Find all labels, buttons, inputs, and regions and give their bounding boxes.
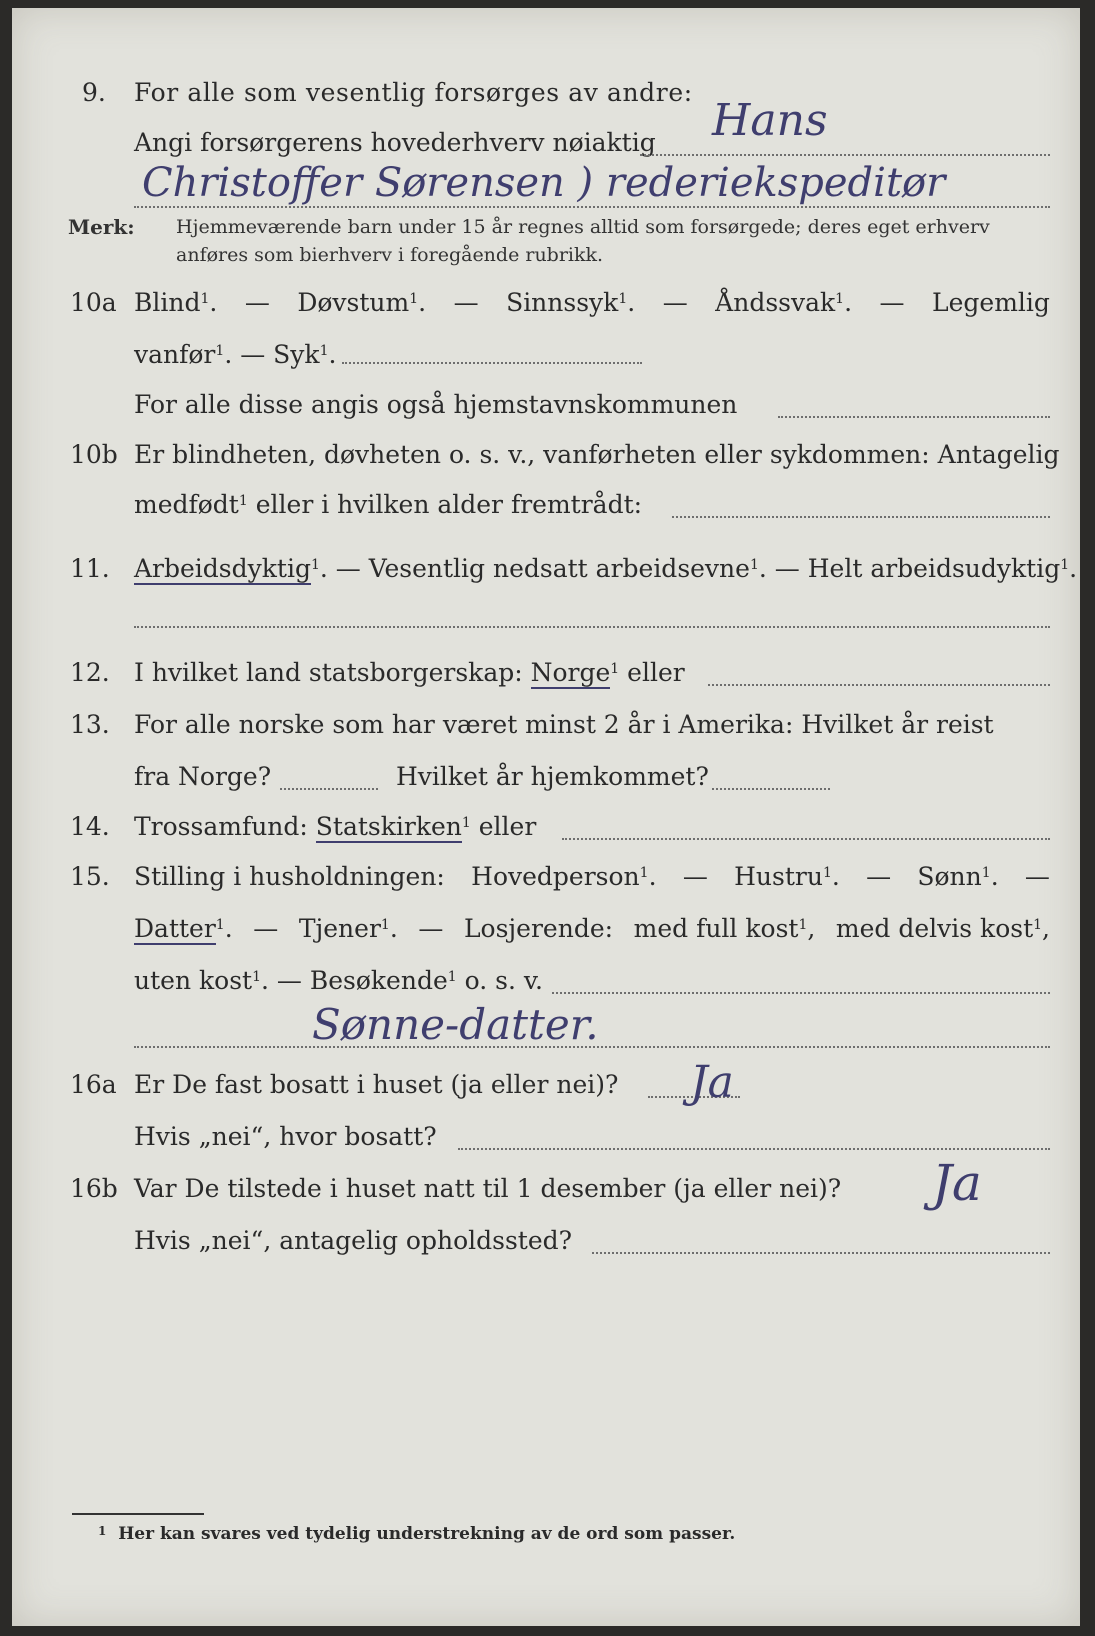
q10b-line2: medfødt$^1$ eller i hvilken alder fremtrådt: (134, 490, 643, 519)
q16a-line2: Hvis „nei“, hvor bosatt? (134, 1122, 437, 1151)
option-dovstum: Døvstum$^1$. (297, 288, 427, 317)
footnote-text: Her kan svares ved tydelig understrekning av de ord som passer. (118, 1524, 736, 1544)
q16a-dotted-line-2 (458, 1148, 1050, 1150)
option-hustru: Hustru$^1$. (734, 862, 840, 891)
footnote-marker: 1 (98, 1524, 107, 1538)
q13-line1: For alle norske som har været minst 2 år i Amerika: Hvilket år reist (134, 710, 994, 739)
q15-dotted-line-2 (134, 1046, 1050, 1048)
q15-number: 15. (70, 862, 110, 891)
q16a-answer: Ja (690, 1057, 734, 1108)
q15-line1: Stilling i husholdningen: Hovedperson$^1$. — Hustru$^1$. — Sønn$^1$. — (134, 862, 1050, 891)
q14-text: Trossamfund: (134, 812, 308, 841)
q10a-line2 (134, 340, 336, 370)
q13-dotted-line-2 (712, 788, 830, 790)
option-med-delvis-kost: med delvis kost$^1$, (835, 914, 1050, 943)
separator: — (240, 340, 266, 369)
q15-line2: Datter$^1$. — Tjener$^1$. — Losjerende: med full kost$^1$, med delvis kost$^1$, (134, 914, 1050, 943)
separator: — (879, 288, 905, 317)
q14-line: Trossamfund: Statskirken$^1$ eller (134, 812, 537, 841)
q11-number: 11. (70, 554, 110, 583)
option-vanfor: vanfør$^1$. (134, 340, 233, 369)
option-medfodt: medfødt (134, 490, 239, 519)
option-hovedperson: Hovedperson$^1$. (471, 862, 657, 891)
q16b-dotted-line (592, 1252, 1050, 1254)
option-besokende: Besøkende$^1$ (309, 966, 457, 995)
q13-dotted-line-1 (280, 788, 378, 790)
q13-number: 13. (70, 710, 110, 739)
q15-line3: uten kost$^1$. — Besøkende$^1$ o. s. v. (134, 966, 543, 995)
q16b-number: 16b (70, 1174, 118, 1203)
q10a-dotted-line-2 (778, 416, 1050, 418)
q10a-number: 10a (70, 288, 117, 317)
q13-part2: Hvilket år hjemkommet? (396, 762, 709, 791)
footnote (98, 1522, 735, 1546)
option-datter: Datter$^1$. (134, 914, 233, 943)
q12-eller: eller (627, 658, 685, 687)
q10b-number: 10b (70, 440, 118, 469)
q15-dotted-line-1 (552, 992, 1050, 994)
q10b-line1: Er blindheten, døvheten o. s. v., vanførheten eller sykdommen: Antagelig (134, 440, 1060, 469)
option-norge: Norge (530, 658, 611, 687)
footnote-rule (72, 1513, 204, 1515)
q15-answer: Sønne-datter. (312, 1000, 599, 1049)
q9-line1: For alle som vesentlig forsørges av andre: (134, 78, 693, 107)
option-andssvak: Åndssvak$^1$. (715, 288, 853, 317)
merk-line1: Hjemmeværende barn under 15 år regnes alltid som forsørgede; deres eget erhverv (176, 216, 990, 238)
q15-osv: o. s. v. (464, 966, 543, 995)
merk-label: Merk: (68, 215, 135, 239)
separator: — (244, 288, 270, 317)
q16b-answer: Ja (932, 1154, 982, 1212)
separator: — (662, 288, 688, 317)
q16b-line1: Var De tilstede i huset natt til 1 desember (ja eller nei)? (134, 1174, 842, 1203)
q12-dotted-line (708, 684, 1050, 686)
q9-dotted-line-1 (640, 154, 1050, 156)
q10a-line3: For alle disse angis også hjemstavnskommunen (134, 390, 738, 419)
q9-line2: Angi forsørgerens hovederhverv nøiaktig (134, 128, 656, 157)
q10b-rest: eller i hvilken alder fremtrådt: (255, 490, 643, 519)
option-sinnssyk: Sinnssyk$^1$. (506, 288, 636, 317)
option-med-full-kost: med full kost$^1$, (633, 914, 816, 943)
q11-dotted-line (134, 626, 1050, 628)
option-legemlig: Legemlig (932, 288, 1050, 317)
option-statskirken: Statskirken (315, 812, 462, 841)
q14-eller: eller (478, 812, 537, 841)
option-nedsatt: Vesentlig nedsatt arbeidsevne (368, 554, 750, 583)
q11-line: Arbeidsdyktig$^1$. — Vesentlig nedsatt arbeidsevne$^1$. — Helt arbeidsudyktig$^1$. (134, 554, 1078, 583)
q12-number: 12. (70, 658, 110, 687)
q13-part1: fra Norge? (134, 762, 272, 791)
option-udyktig: Helt arbeidsudyktig (807, 554, 1061, 583)
q10b-dotted-line (672, 516, 1050, 518)
q14-number: 14. (70, 812, 110, 841)
option-losjerende: Losjerende: (463, 914, 614, 943)
option-tjener: Tjener$^1$. (298, 914, 398, 943)
option-sonn: Sønn$^1$. (917, 862, 999, 891)
q12-text: I hvilket land statsborgerskap: (134, 658, 523, 687)
option-arbeidsdyktig: Arbeidsdyktig (134, 554, 311, 583)
q9-number: 9. (82, 78, 106, 107)
q9-answer-first-name: Hans (712, 95, 828, 146)
option-uten-kost: uten kost$^1$. (134, 966, 269, 995)
option-syk: Syk$^1$. (273, 340, 337, 369)
q10a-line1 (134, 288, 1050, 318)
q16a-number: 16a (70, 1070, 117, 1099)
q9-dotted-line-2 (134, 206, 1050, 208)
q16a-line1: Er De fast bosatt i huset (ja eller nei)? (134, 1070, 619, 1099)
census-form-page (12, 8, 1080, 1626)
separator: — (453, 288, 479, 317)
q16b-line2: Hvis „nei“, antagelig opholdssted? (134, 1226, 573, 1255)
q9-answer-provider: Christoffer Sørensen ) rederiekspeditør (142, 160, 946, 206)
q14-dotted-line (562, 838, 1050, 840)
option-blind: Blind$^1$. (134, 288, 218, 317)
merk-line2: anføres som bierhverv i foregående rubrikk. (176, 244, 604, 266)
q10a-dotted-line-1 (342, 362, 642, 364)
q15-label: Stilling i husholdningen: (134, 862, 445, 891)
q12-line: I hvilket land statsborgerskap: Norge$^1$ eller (134, 658, 685, 687)
